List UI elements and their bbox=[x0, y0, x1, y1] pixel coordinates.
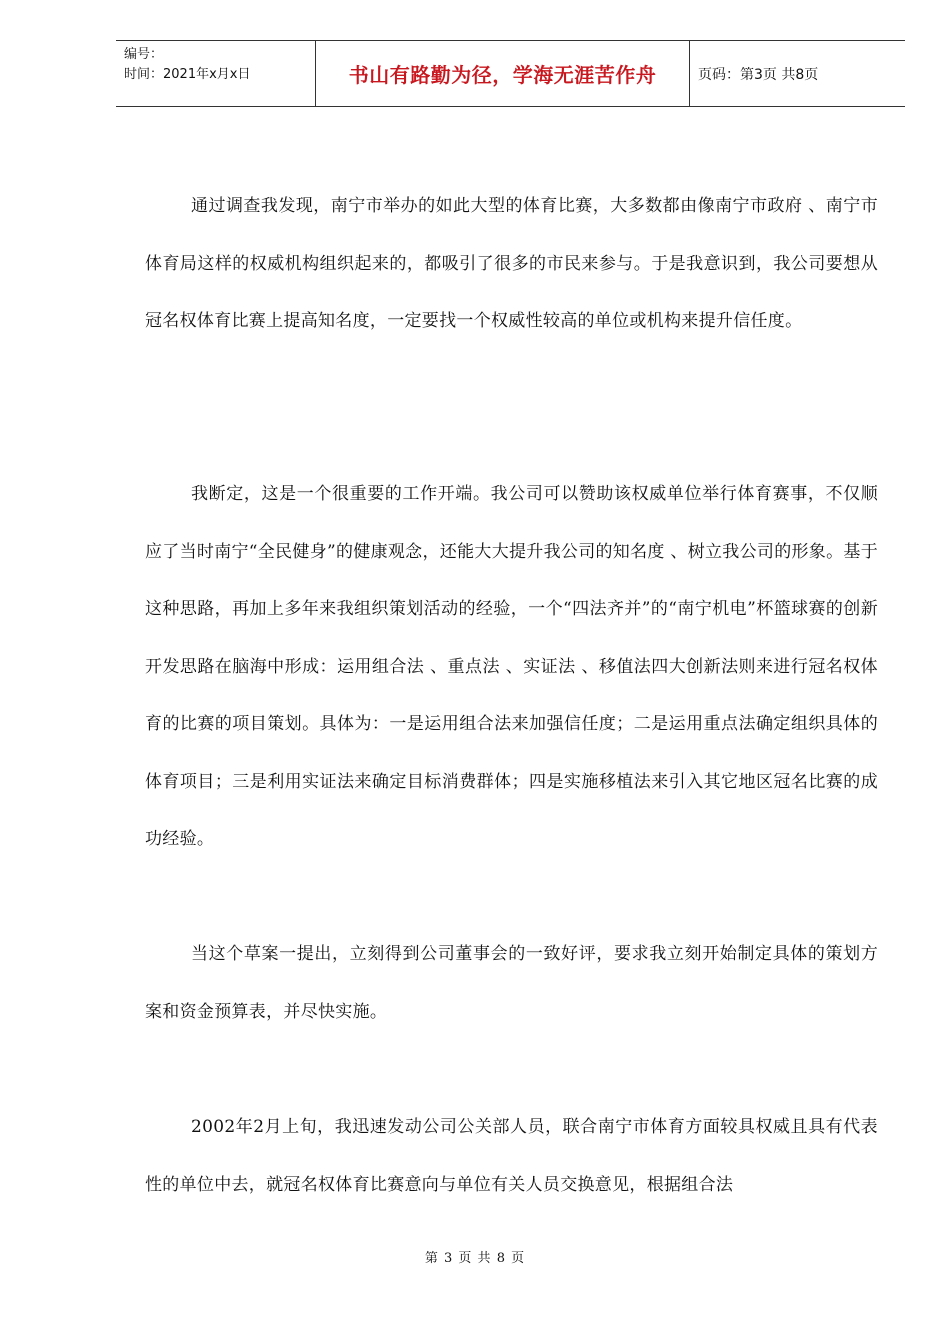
paragraph-4: 2002年2月上旬，我迅速发动公司公关部人员，联合南宁市体育方面较具权威且具有代表性的单位中去，就冠名权体育比赛意向与单位有关人员交换意见，根据组合法 bbox=[145, 1117, 878, 1195]
paragraph-1: 通过调查我发现，南宁市举办的如此大型的体育比赛，大多数都由像南宁市政府 、南宁市体育局这样的权威机构组织起来的，都吸引了很多的市民来参与。于是我意识到，我公司要想从冠名权体育比赛上提高知名度，一定要找一个权威性较高的单位或机构来提升信任度。 bbox=[145, 196, 878, 331]
page-footer: 第 3 页 共 8 页 bbox=[424, 1251, 526, 1266]
paragraph-3: 当这个草案一提出，立刻得到公司董事会的一致好评，要求我立刻开始制定具体的策划方案和资金预算表，并尽快实施。 bbox=[145, 944, 878, 1022]
document-date-label: 时间：2021年x月x日 bbox=[124, 67, 251, 82]
document-number-label: 编号： bbox=[124, 47, 164, 62]
header-page-label: 页码：第3页 共8页 bbox=[698, 66, 819, 83]
document-header bbox=[116, 40, 905, 107]
header-meta-cell bbox=[116, 41, 316, 106]
header-motto: 书山有路勤为径，学海无涯苦作舟 bbox=[316, 41, 690, 106]
paragraph-2: 我断定，这是一个很重要的工作开端。我公司可以赞助该权威单位举行体育赛事，不仅顺应了当时南宁“全民健身”的健康观念，还能大大提升我公司的知名度 、树立我公司的形象。基于这种思路，再加上多年来我组织策划活动的经验，一个“四法齐并”的“南宁机电”杯篮球赛的创新开发思路在脑海中形成：运用组合法 、重点法 、实证法 、移值法四大创新法则来进行冠名权体育的比赛的项目策划。具体为：一是运用组合法来加强信任度；二是运用重点法确定组织具体的体育项目；三是利用实证法来确定目标消费群体；四是实施移植法来引入其它地区冠名比赛的成功经验。 bbox=[145, 484, 878, 849]
